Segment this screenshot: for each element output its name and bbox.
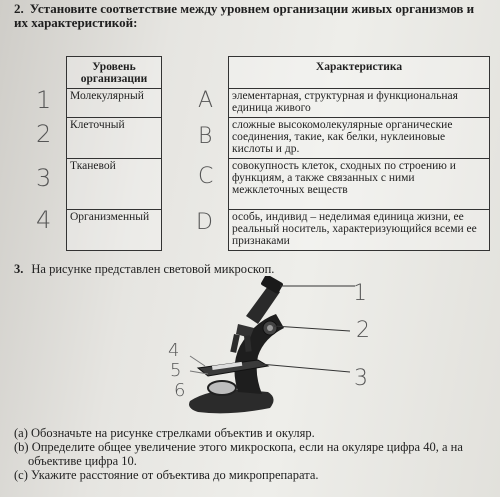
question-2-number: 2.	[14, 1, 24, 16]
handwritten-4: 4	[36, 206, 52, 234]
characteristics-header: Характеристика	[229, 57, 490, 89]
pencil-mark	[190, 356, 205, 366]
question-3-number: 3.	[14, 262, 24, 276]
task-b-continued: объективе цифра 10.	[28, 454, 137, 468]
fine-focus-knob	[267, 325, 273, 331]
question-3-text: На рисунке представлен световой микроскоп.	[31, 262, 275, 276]
task-c: (c) Укажите расстояние от объектива до микропрепарата.	[14, 468, 319, 482]
micro-label-4: 4	[168, 340, 180, 361]
handwritten-letter-b: B	[198, 124, 213, 149]
label-line-2	[274, 326, 350, 331]
task-a: (a) Обозначьте на рисунке стрелками объектив и окуляр.	[14, 426, 315, 440]
characteristic-cell: особь, индивид – неделимая единица жизни, ее реальный носитель, характеризующийся всеми ее признаками	[229, 210, 490, 251]
handwritten-letter-a: A	[198, 88, 214, 113]
characteristic-cell: сложные высокомолекулярные органические соединения, такие, как белки, нуклеиновые кислоты и др.	[229, 118, 490, 159]
handwritten-letter-d: D	[196, 210, 213, 235]
handwritten-letter-c: C	[198, 164, 214, 189]
handwritten-2: 2	[36, 120, 52, 148]
task-b: (b) Определите общее увеличение этого микроскопа, если на окуляре цифра 40, а на	[14, 440, 463, 454]
characteristics-table	[228, 56, 490, 251]
question-3-tasks	[14, 426, 494, 482]
characteristic-cell: совокупность клеток, сходных по строению и функциям, а также связанных с ними межклеточных веществ	[229, 159, 490, 210]
handwritten-1: 1	[36, 86, 52, 114]
level-cell: Молекулярный	[67, 89, 162, 118]
micro-label-2: 2	[356, 318, 370, 343]
question-2	[14, 2, 489, 30]
microscope-stage	[198, 360, 268, 376]
levels-table	[66, 56, 162, 251]
level-cell: Клеточный	[67, 118, 162, 159]
microscope-illustration	[150, 276, 410, 424]
level-cell: Тканевой	[67, 159, 162, 210]
question-2-text: Установите соответствие между уровнем организации живых организмов и их характеристикой:	[14, 1, 475, 30]
level-cell: Организменный	[67, 210, 162, 251]
micro-label-1: 1	[353, 281, 367, 306]
levels-header: Уровень организации	[67, 57, 162, 89]
characteristic-cell: элементарная, структурная и функциональная единица живого	[229, 89, 490, 118]
handwritten-3: 3	[36, 164, 52, 192]
micro-label-5: 5	[170, 360, 182, 381]
label-line-3	[260, 364, 350, 372]
mirror	[208, 381, 236, 395]
question-3	[14, 262, 274, 277]
micro-label-3: 3	[354, 366, 368, 391]
micro-label-6: 6	[174, 380, 186, 401]
